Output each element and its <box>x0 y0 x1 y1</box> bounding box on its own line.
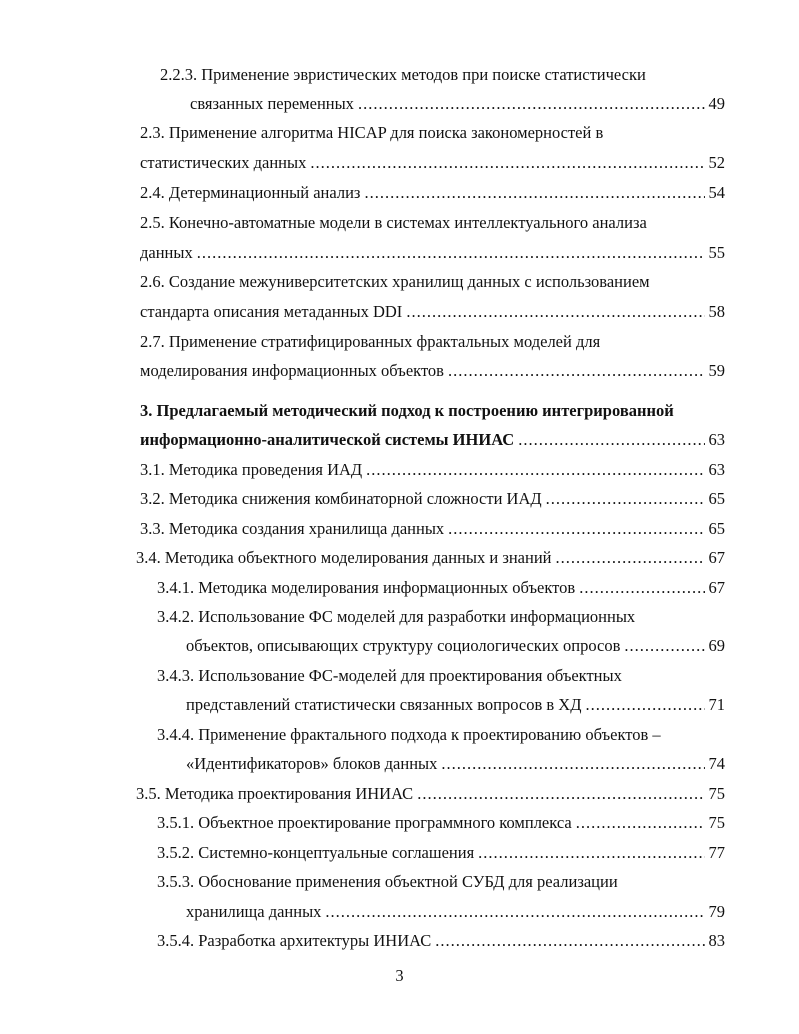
toc-2-6-title-line: 2.6. Создание межуниверситетских хранилищ данных с использованием <box>140 272 650 291</box>
leader-dots <box>197 240 705 266</box>
toc-entry-label: моделирования информационных объектов <box>140 361 444 380</box>
leader-dots <box>358 91 705 117</box>
toc-entry-3-4-3[interactable] <box>186 692 725 718</box>
leader-dots <box>448 516 704 542</box>
leader-dots <box>546 486 705 512</box>
toc-entry-label: 3.2. Методика снижения комбинаторной сложности ИАД <box>140 489 542 508</box>
leader-dots <box>435 928 704 954</box>
toc-entry-label: стандарта описания метаданных DDI <box>140 302 403 321</box>
toc-entry-label: связанных переменных <box>190 94 354 113</box>
toc-page-number: 75 <box>708 813 725 832</box>
leader-dots <box>366 457 704 483</box>
toc-entry-label: 3.5.2. Системно-концептуальные соглашения <box>157 843 475 862</box>
toc-entry-3[interactable] <box>140 427 725 453</box>
leader-dots <box>478 840 704 866</box>
leader-dots <box>364 180 704 206</box>
toc-entry-label: 3.5.4. Разработка архитектуры ИНИАС <box>157 931 432 950</box>
leader-dots <box>576 810 705 836</box>
toc-entry-3-3[interactable] <box>140 516 725 542</box>
toc-entry-label: хранилища данных <box>186 902 322 921</box>
toc-page-number: 74 <box>708 754 725 773</box>
toc-entry-3-5-4[interactable] <box>157 928 725 954</box>
toc-entry-3-5-2[interactable] <box>157 840 725 866</box>
toc-entry-3-4-4[interactable] <box>186 751 725 777</box>
toc-entry-2-5[interactable] <box>140 240 725 266</box>
toc-entry-label: информационно-аналитической системы ИНИАС <box>140 430 515 449</box>
toc-page-number: 52 <box>708 153 725 172</box>
toc-page-number: 59 <box>708 361 725 380</box>
toc-page-number: 75 <box>708 784 725 803</box>
toc-entry-label: данных <box>140 243 193 262</box>
toc-2-7-title-line: 2.7. Применение стратифицированных фрактальных моделей для <box>140 332 601 351</box>
toc-page-number: 69 <box>708 636 725 655</box>
toc-page-number: 77 <box>708 843 725 862</box>
toc-page-number: 63 <box>708 460 725 479</box>
toc-entry-label: 3.4. Методика объектного моделирования данных и знаний <box>136 548 552 567</box>
toc-entry-label: 3.3. Методика создания хранилища данных <box>140 519 445 538</box>
toc-entry-3-4-1[interactable] <box>157 575 725 601</box>
toc-3-4-3-title-line: 3.4.3. Использование ФС-моделей для проектирования объектных <box>157 666 622 685</box>
toc-entry-2-4[interactable] <box>140 180 725 206</box>
toc-entry-3-4[interactable] <box>136 545 725 571</box>
leader-dots <box>441 751 704 777</box>
toc-entry-3-5-3[interactable] <box>186 899 725 925</box>
toc-3-title-line: 3. Предлагаемый методический подход к построению интегрированной <box>140 401 674 420</box>
toc-entry-label: 3.4.1. Методика моделирования информационных объектов <box>157 578 576 597</box>
toc-page-number: 55 <box>708 243 725 262</box>
toc-page-number: 58 <box>708 302 725 321</box>
toc-entry-2-6[interactable] <box>140 299 725 325</box>
toc-3-5-3-title-line: 3.5.3. Обоснование применения объектной СУБД для реализации <box>157 872 618 891</box>
toc-page-number: 63 <box>708 430 725 449</box>
toc-page-number: 49 <box>708 94 725 113</box>
toc-entry-label: 3.5. Методика проектирования ИНИАС <box>136 784 414 803</box>
toc-entry-2-2-3[interactable] <box>190 91 725 117</box>
toc-page-number: 67 <box>708 548 725 567</box>
toc-entry-label: 3.1. Методика проведения ИАД <box>140 460 363 479</box>
toc-page-number: 71 <box>708 695 725 714</box>
toc-entry-label: 2.4. Детерминационный анализ <box>140 183 361 202</box>
toc-entry-label: статистических данных <box>140 153 307 172</box>
leader-dots <box>406 299 704 325</box>
leader-dots <box>585 692 704 718</box>
leader-dots <box>310 150 704 176</box>
toc-entry-label: 3.5.1. Объектное проектирование программного комплекса <box>157 813 572 832</box>
toc-3-4-2-title-line: 3.4.2. Использование ФС моделей для разработки информационных <box>157 607 636 626</box>
page-number: 3 <box>395 966 404 985</box>
toc-page-number: 54 <box>708 183 725 202</box>
toc-page-number: 67 <box>708 578 725 597</box>
toc-entry-3-5-1[interactable] <box>157 810 725 836</box>
toc-entry-3-4-2[interactable] <box>186 633 725 659</box>
toc-3-4-4-title-line: 3.4.4. Применение фрактального подхода к проектированию объектов – <box>157 725 661 744</box>
toc-2-3-title-line: 2.3. Применение алгоритма HICAP для поиска закономерностей в <box>140 123 604 142</box>
toc-entry-label: «Идентификаторов» блоков данных <box>186 754 438 773</box>
toc-entry-3-1[interactable] <box>140 457 725 483</box>
leader-dots <box>556 545 705 571</box>
toc-2-2-3-title-line: 2.2.3. Применение эвристических методов при поиске статистически <box>160 65 646 84</box>
leader-dots <box>325 899 704 925</box>
leader-dots <box>417 781 704 807</box>
toc-entry-2-7[interactable] <box>140 358 725 384</box>
toc-page-number: 65 <box>708 489 725 508</box>
toc-entry-label: представлений статистически связанных вопросов в ХД <box>186 695 582 714</box>
toc-page-number: 79 <box>708 902 725 921</box>
toc-page-number: 65 <box>708 519 725 538</box>
toc-entry-label: объектов, описывающих структуру социологических опросов <box>186 636 621 655</box>
toc-entry-2-3[interactable] <box>140 150 725 176</box>
leader-dots <box>448 358 705 384</box>
toc-page-number: 83 <box>708 931 725 950</box>
leader-dots <box>624 633 704 659</box>
leader-dots <box>518 427 704 453</box>
toc-entry-3-5[interactable] <box>136 781 725 807</box>
toc-2-5-title-line: 2.5. Конечно-автоматные модели в системах интеллектуального анализа <box>140 213 647 232</box>
toc-entry-3-2[interactable] <box>140 486 725 512</box>
leader-dots <box>579 575 704 601</box>
